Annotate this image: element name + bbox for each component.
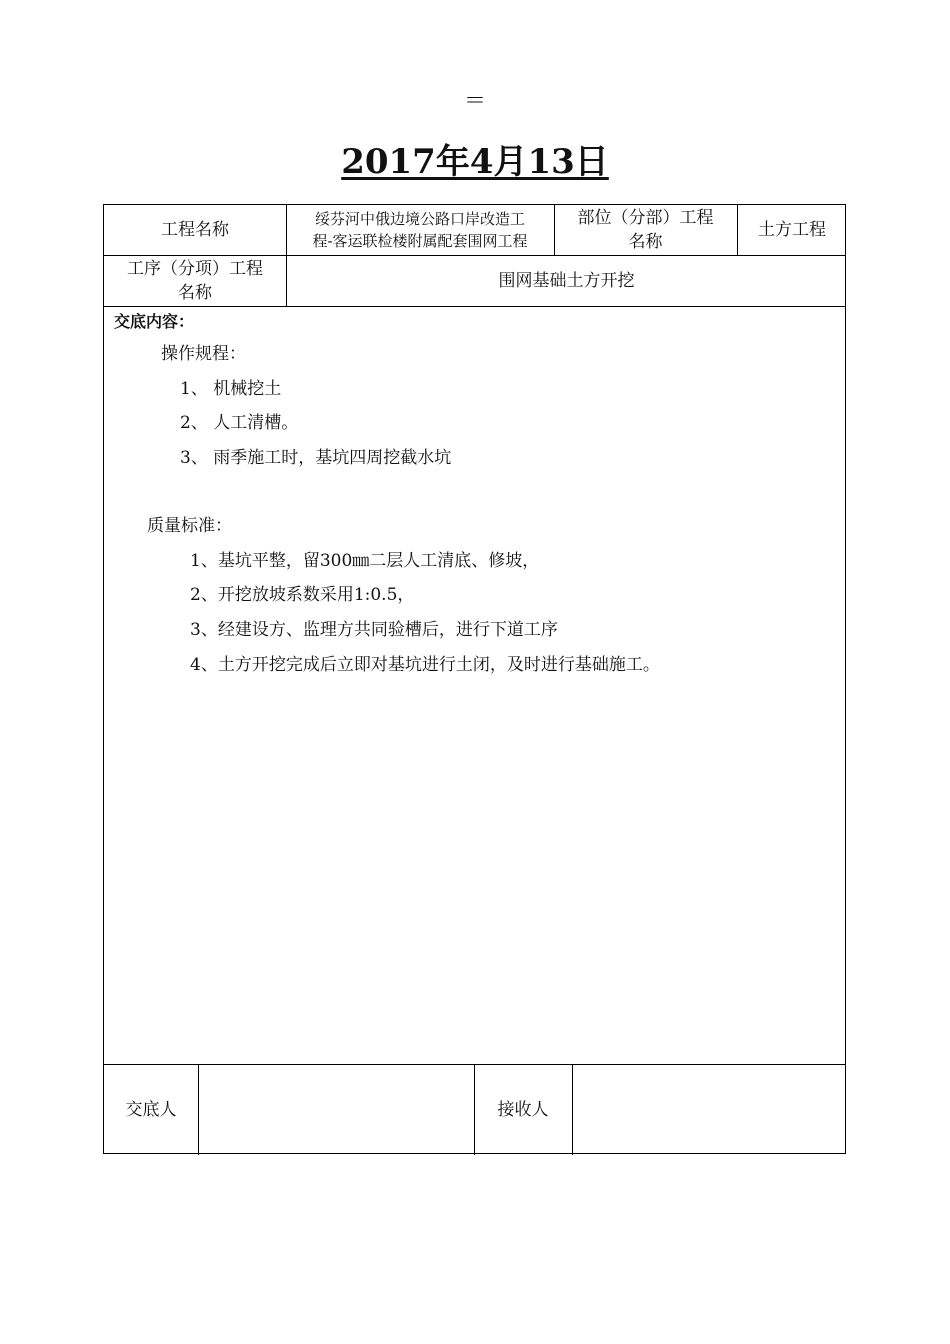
process-name-label-line-1: 工序（分项）工程 (127, 258, 263, 279)
operation-item-2: 2、 人工清槽。 (180, 413, 299, 433)
project-name-label (104, 205, 286, 255)
operation-item-1: 1、 机械挖土 (180, 379, 282, 399)
receiver-label (474, 1064, 572, 1155)
document-date: 2017年4月13日 (341, 142, 609, 182)
technical-disclosure-table (103, 204, 846, 1154)
project-name-label-text: 工程名称 (161, 220, 229, 240)
receiver-value (572, 1064, 847, 1155)
quality-item-2: 2、开挖放坡系数采用1:0.5， (190, 585, 415, 605)
quality-item-1: 1、基坑平整，留300㎜二层人工清底、修坡， (190, 551, 540, 571)
process-name-value-text: 围网基础土方开挖 (498, 270, 635, 291)
quality-item-3: 3、经建设方、监理方共同验槽后，进行下道工序 (190, 620, 558, 640)
quality-title: 质量标准： (147, 516, 232, 536)
part-name-label-line-2: 名称 (628, 232, 663, 252)
project-name-line-1: 绥芬河中俄边境公路口岸改造工 (314, 210, 525, 228)
process-name-value (286, 255, 847, 306)
discloser-value (198, 1064, 474, 1155)
part-name-label-line-1: 部位（分部）工程 (577, 208, 714, 228)
disclosure-content-title: 交底内容： (114, 312, 195, 331)
top-mark: ＝ (463, 89, 486, 114)
operation-title: 操作规程： (161, 344, 246, 364)
part-name-label (554, 205, 737, 255)
part-name-value-text: 土方工程 (758, 220, 826, 240)
discloser-label-text: 交底人 (125, 1099, 177, 1120)
project-name-line-2: 程-客运联检楼附属配套围网工程 (312, 232, 528, 250)
part-name-value (737, 205, 847, 255)
receiver-label-text: 接收人 (497, 1099, 549, 1120)
process-name-label (104, 255, 286, 306)
operation-item-3: 3、 雨季施工时，基坑四周挖截水坑 (180, 448, 452, 468)
project-name-value (286, 205, 554, 255)
discloser-label (104, 1064, 198, 1155)
row-divider-2 (104, 306, 845, 307)
process-name-label-line-2: 名称 (178, 282, 212, 303)
quality-item-4: 4、土方开挖完成后立即对基坑进行土闭，及时进行基础施工。 (190, 655, 660, 675)
